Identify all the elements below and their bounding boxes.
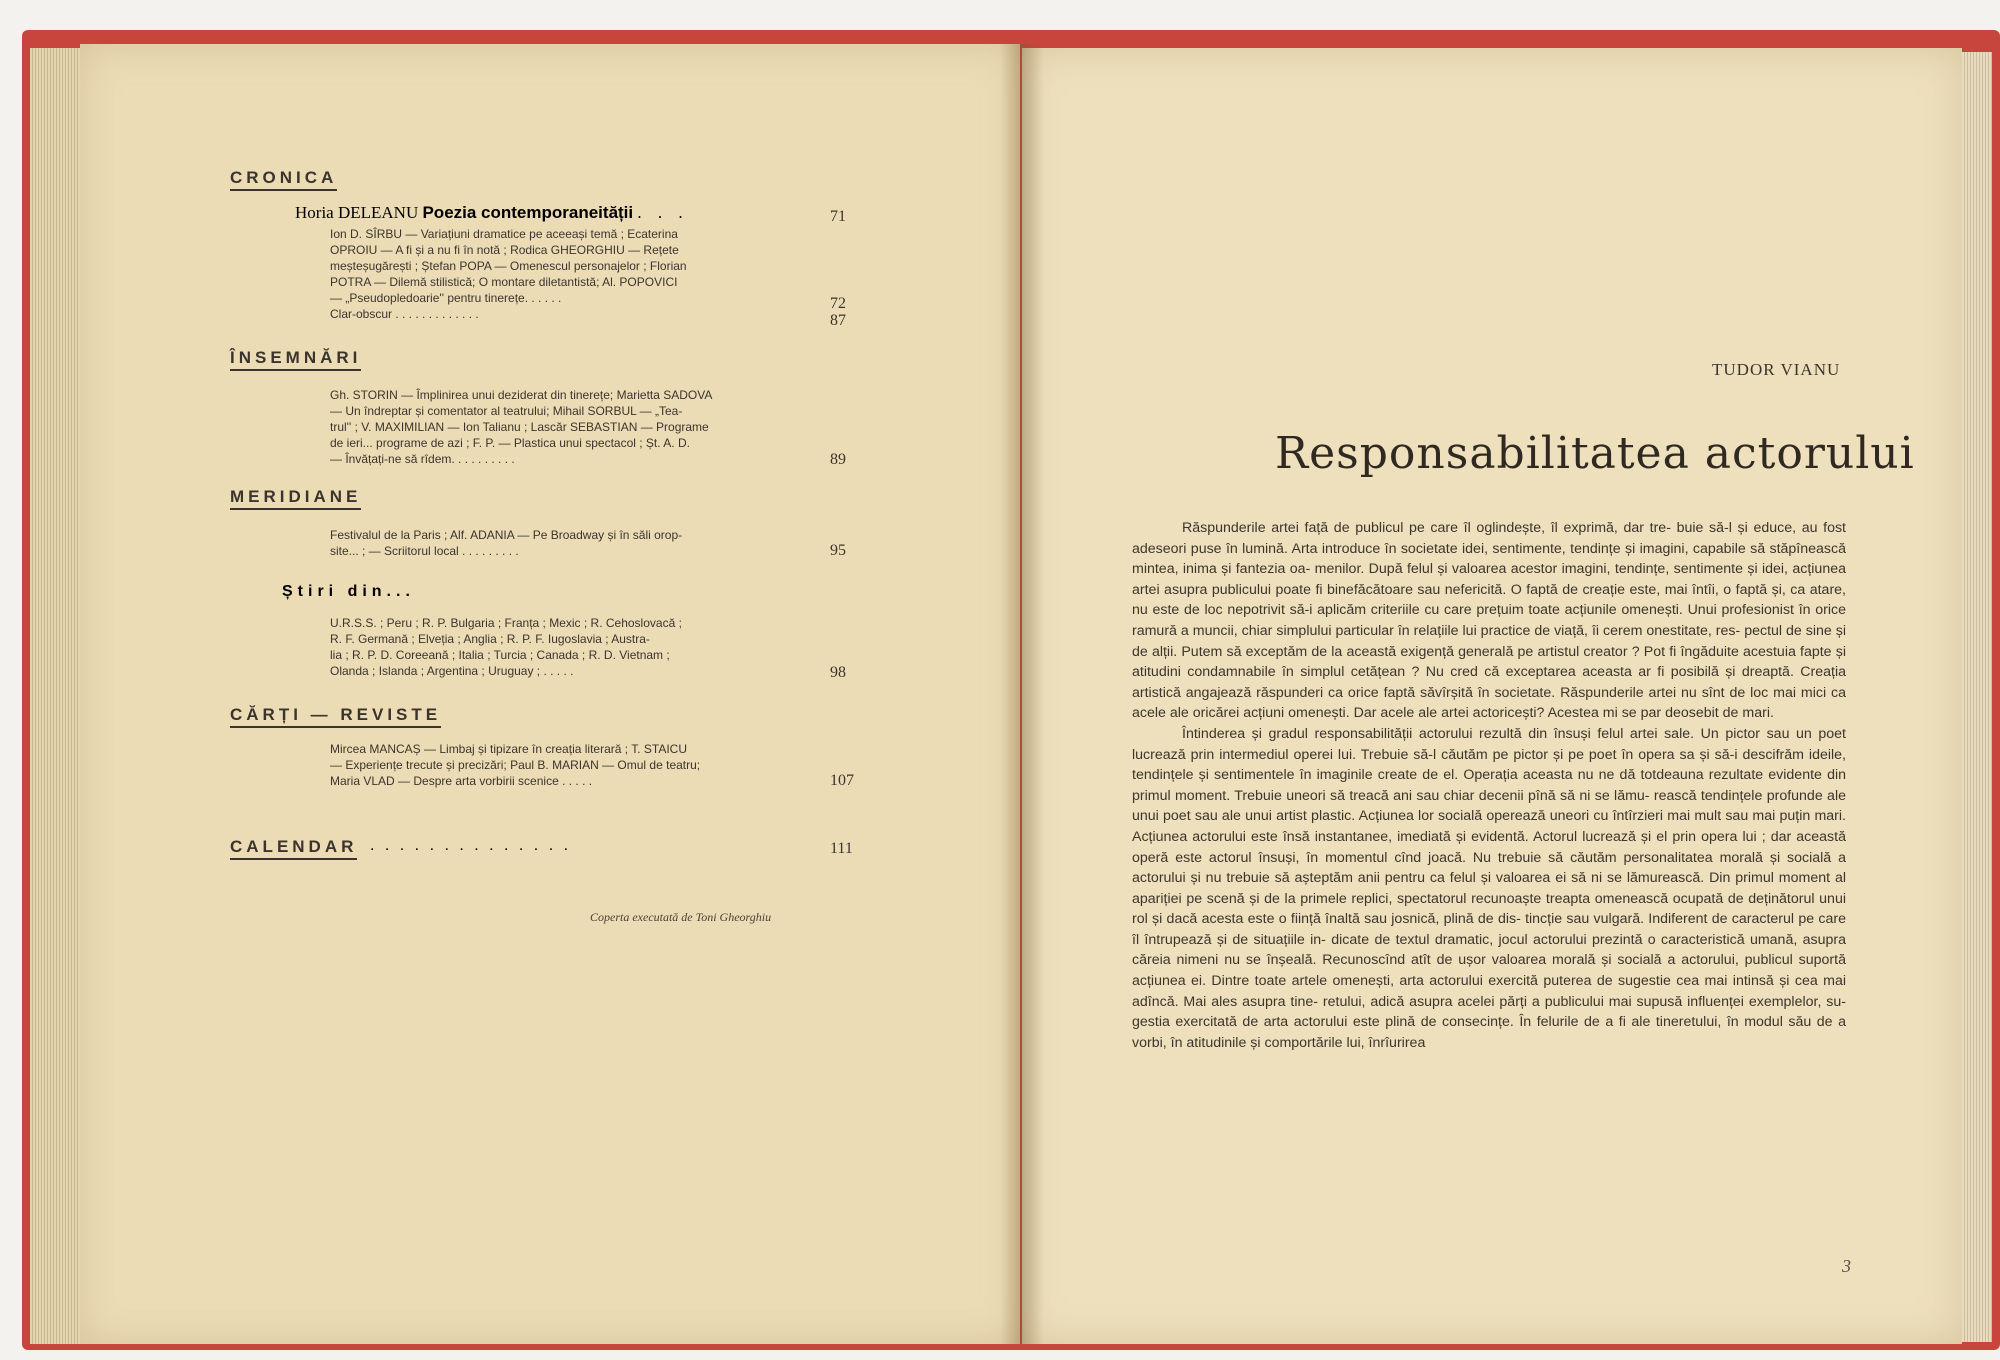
left-page-edges — [30, 48, 80, 1344]
page-number: 107 — [830, 772, 854, 789]
toc-line: — Un îndreptar și comentator al teatrului; Mihail SORBUL — „Tea- — [330, 404, 683, 418]
toc-line: Olanda ; Islanda ; Argentina ; Uruguay ; . . . . . — [330, 664, 574, 678]
page-number: 98 — [830, 664, 846, 681]
toc-entry-deleanu: Horia DELEANU Poezia contemporaneității . . . — [295, 203, 689, 222]
article-paragraph: Întinderea și gradul responsabilității actorului rezultă din însuși felul artei sale. Un pictor sau un poet lucrează prin intermediul operei lui. Trebuie să-l căutăm pe pictor și pe poet în opera sa și să-i descifrăm ideile, tendințele și sentimentele în imaginile create de el. Operația aceasta nu ne dă totdeauna rezultate evidente din primul moment. Trebuie uneori să treacă ani sau chiar decenii pînă să ni se lămu- rească tendințele profunde ale unui poet sau ale unui artist plastic. Acțiunea lor socială operează uneori cu întîrzieri mai mult sau mai puțin mari. Acțiunea actorului este însă instantanee, imediată și evidentă. Actorul lucrează și el prin opera lui ; dar această operă este actorul însuși, în momentul cînd joacă. Nu trebuie să căutăm personalitatea morală și socială a actorului și nu trebuie să așteptăm anii pentru ca felul și valoarea ei să ni se lămurească. Din primul moment al apariției pe scenă și de la primele replici, spectatorul recunoaște treapta omenească ocupată de deținătorul unui rol și dacă acesta este o ființă înaltă sau josnică, plină de dis- tincție sau vulgară. Indiferent de caracterul pe care îl întrupează și de situațiile in- dicate de textul dramatic, jocul actorului prezintă o caracteristică umană, asupra căreia nimeni nu se înșeală. Recunoscînd atît de ușor valoarea morală și socială a actorului, publicul suportă acțiunea ei. Dintre toate artele omenești, arta actorului exercită puterea de sugestie cea mai intinsă și cea mai adîncă. Mai ales asupra tine- retului, adică asupra acelei părți a publicului mai supusă influenței exemplelor, su- gestia exercitată de arta actorului este plină de consecințe. În felurile de a fi ale tineretului, în modul său de a vorbi, în atitudinile și comportările lui, înrîurirea — [1132, 725, 1846, 1051]
toc-line: — „Pseudopledoarie'' pentru tinerețe. . . . . . — [330, 291, 562, 305]
toc-line: Clar-obscur . . . . . . . . . . . . . — [330, 307, 479, 321]
page-number: 89 — [830, 451, 846, 468]
toc-entry-cronica-list — [330, 226, 866, 322]
toc-work-title: Poezia contemporaneității — [422, 203, 634, 222]
page-number: 95 — [830, 542, 846, 559]
page-number: 111 — [830, 840, 853, 857]
page-number: 87 — [830, 312, 846, 329]
toc-line: R. F. Germană ; Elveția ; Anglia ; R. P. F. Iugoslavia ; Austra- — [330, 632, 650, 646]
toc-line: Ion D. SÎRBU — Variațiuni dramatice pe aceeași temă ; Ecaterina — [330, 227, 678, 241]
toc-line: site... ; — Scriitorul local . . . . . . . . . — [330, 544, 519, 558]
toc-line: — Învățați-ne să rîdem. . . . . . . . . . — [330, 452, 515, 466]
toc-line: OPROIU — A fi și a nu fi în notă ; Rodica GHEORGHIU — Rețete — [330, 243, 679, 257]
toc-dots: . . . . . . . . . . . . . . — [370, 837, 572, 854]
subsection-title-stiri: Știri din... — [282, 583, 415, 600]
section-title-cronica: CRONICA — [230, 168, 337, 191]
toc-line: meșteșugărești ; Ștefan POPA — Omenescul personajelor ; Florian — [330, 259, 687, 273]
section-title-meridiane: MERIDIANE — [230, 487, 361, 510]
article-author: TUDOR VIANU — [1712, 360, 1841, 379]
toc-author: Horia DELEANU — [295, 203, 419, 222]
page-number: 72 — [830, 295, 846, 312]
book-gutter — [1000, 44, 1044, 1344]
toc-line: Gh. STORIN — Împlinirea unui deziderat din tinerețe; Marietta SADOVA — [330, 388, 713, 402]
toc-line: trul'' ; V. MAXIMILIAN — Ion Talianu ; Lascăr SEBASTIAN — Programe — [330, 420, 709, 434]
toc-line: de ieri... programe de azi ; F. P. — Plastica unui spectacol ; Șt. A. D. — [330, 436, 690, 450]
toc-entry-carti-list — [330, 741, 866, 789]
toc-line: POTRA — Dilemă stilistică; O montare diletantistă; Al. POPOVICI — [330, 275, 678, 289]
toc-line: Festivalul de la Paris ; Alf. ADANIA — Pe Broadway și în săli orop- — [330, 528, 683, 542]
right-page-edges — [1962, 52, 1992, 1342]
toc-entry-stiri-list — [330, 615, 866, 679]
article-title: Responsabilitatea actorului — [1275, 428, 1915, 479]
cover-credit: Coperta executată de Toni Gheorghiu — [590, 910, 772, 924]
toc-line: lia ; R. P. D. Coreeană ; Italia ; Turcia ; Canada ; R. D. Vietnam ; — [330, 648, 670, 662]
article-paragraph: Răspunderile artei față de publicul pe care îl oglindește, îl exprimă, dar tre- buie să-l și educe, au fost adeseori puse în lumină. Arta introduce în societate idei, sentimente, tendințe și imagini, capabile să stăpînească mintea, inima și fantezia oa- menilor. După felul și valoarea acestor imagini, tendințe, sentimente și idei, acțiunea artei asupra publicului poate fi binefăcătoare sau nefericită. O faptă de creație este, mai întîi, o faptă și, ca atare, nu este de loc nepotrivit să-i aplicăm criteriile cu care prețuim toate acțiunile omenești. Unui profesionist în orice ramură a muncii, chiar simplului particular în relațiile lui practice de viață, îi cerem onestitate, res- pectul de sine și de alții. Putem să exceptăm de la această exigență generală pe artistul creator ? Pot fi îngăduite acestuia fapte și atitudini condamnabile în simplul cetățean ? Nu cred că exceptarea aceasta ar fi posibilă și dreaptă. Creația artistică angajează răspunderi ca orice faptă săvîrșită în societate. Răspunderile artei nu sînt de loc mai mici ca acele ale oricărei acțiuni omenești. Dar acele ale artei actoricești? Acestea mi se par deosebit de mari. — [1132, 520, 1846, 722]
section-title-calendar: CALENDAR — [230, 837, 357, 860]
page-number: 3 — [1842, 1256, 1851, 1276]
section-title-insemnari: ÎNSEMNĂRI — [230, 348, 361, 371]
section-title-carti-reviste: CĂRȚI — REVISTE — [230, 705, 441, 728]
toc-line: Maria VLAD — Despre arta vorbirii scenice . . . . . — [330, 774, 593, 788]
article-body — [1132, 518, 1846, 1053]
page-number: 71 — [830, 208, 846, 225]
toc-line: U.R.S.S. ; Peru ; R. P. Bulgaria ; Franța ; Mexic ; R. Cehoslovacă ; — [330, 616, 682, 630]
toc-entry-meridiane-list — [330, 527, 866, 559]
toc-line: Mircea MANCAȘ — Limbaj și tipizare în creația literară ; T. STAICU — [330, 742, 687, 756]
toc-entry-insemnari-list — [330, 387, 866, 467]
toc-line: — Experiențe trecute și precizări; Paul B. MARIAN — Omul de teatru; — [330, 758, 701, 772]
